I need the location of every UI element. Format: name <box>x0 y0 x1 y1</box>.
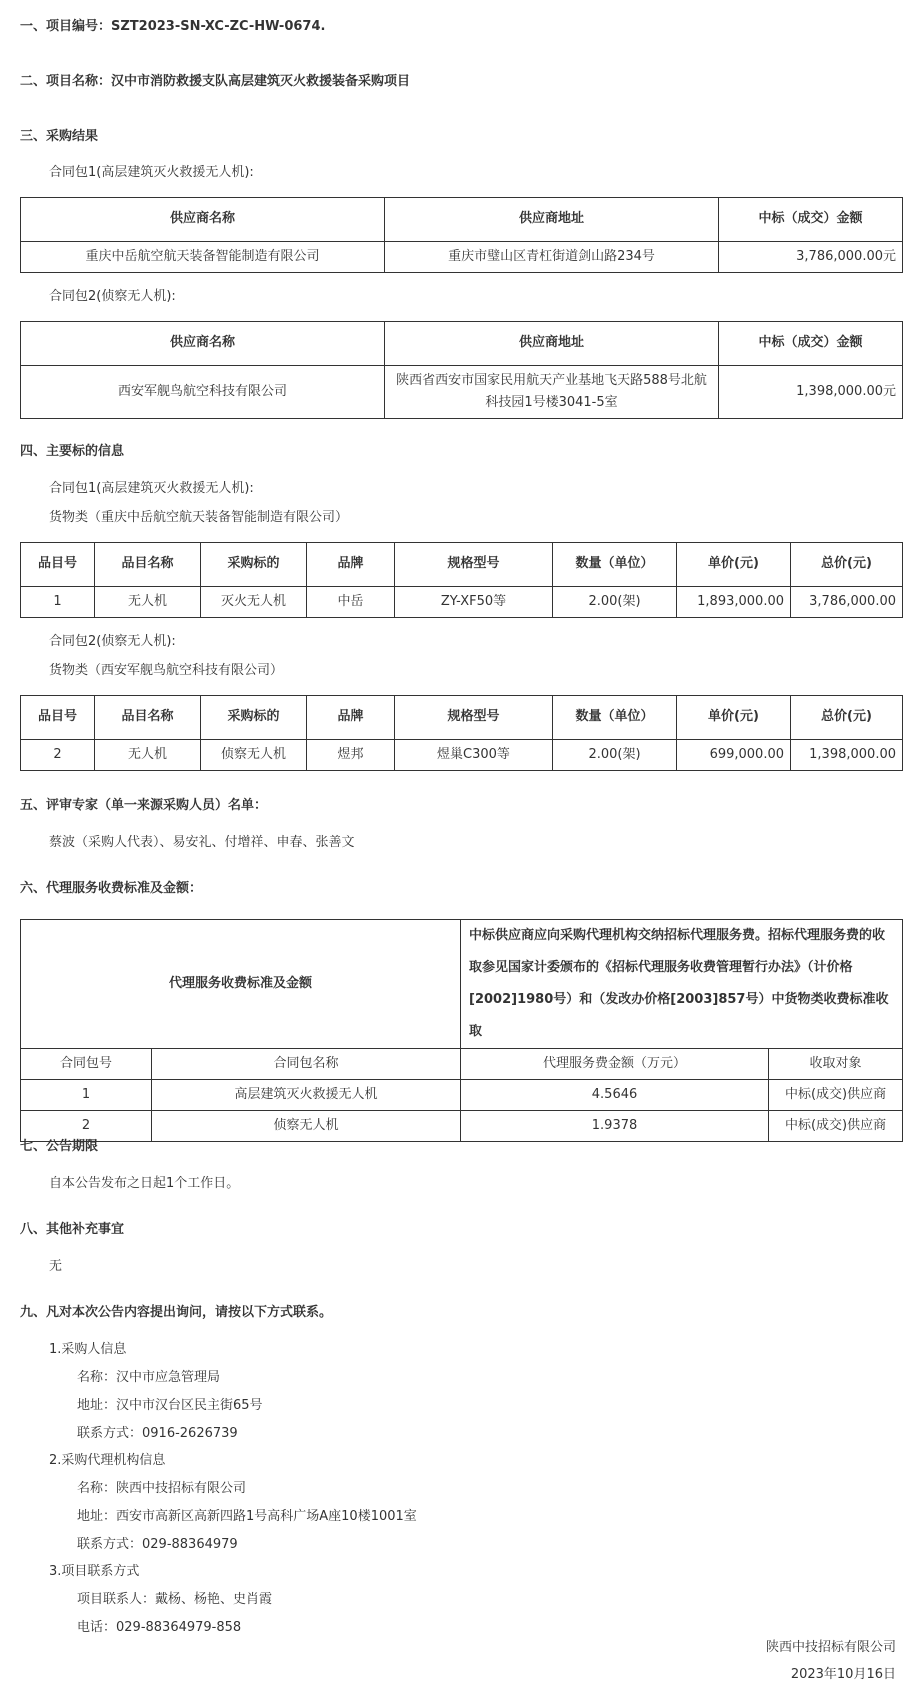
table-row <box>21 740 903 771</box>
agency-info-title: 2.采购代理机构信息 <box>49 1453 166 1468</box>
payer: 中标(成交)供应商 <box>769 1111 903 1142</box>
project-name-value: 汉中市消防救援支队高层建筑灭火救援装备采购项目 <box>111 74 411 89</box>
brand: 煜邦 <box>307 740 395 771</box>
col-header-brand: 品牌 <box>307 696 395 740</box>
supplier-name: 重庆中岳航空航天装备智能制造有限公司 <box>21 242 385 273</box>
table-row <box>21 587 903 618</box>
subject: 灭火无人机 <box>201 587 307 618</box>
section-title-notice-period: 七、公告期限 <box>20 1139 99 1154</box>
col-header-supplier-name: 供应商名称 <box>21 322 385 366</box>
agency-name: 名称：陕西中技招标有限公司 <box>77 1481 247 1496</box>
table-row <box>21 1111 903 1142</box>
project-number-value: SZT2023-SN-XC-ZC-HW-0674. <box>111 19 326 34</box>
col-header-brand: 品牌 <box>307 543 395 587</box>
col-header-item-name: 品目名称 <box>95 696 201 740</box>
quantity: 2.00(架) <box>553 740 677 771</box>
col-header-subject: 采购标的 <box>201 696 307 740</box>
project-contact-title: 3.项目联系方式 <box>49 1564 140 1579</box>
agency-phone: 联系方式：029-88364979 <box>77 1537 238 1552</box>
col-header-model: 规格型号 <box>395 696 553 740</box>
goods-category-1: 货物类（重庆中岳航空航天装备智能制造有限公司） <box>49 510 349 525</box>
col-header-award-amount: 中标（成交）金额 <box>719 322 903 366</box>
package-no: 1 <box>21 1080 152 1111</box>
fee-standard-note: 中标供应商应向采购代理机构交纳招标代理服务费。招标代理服务费的收取参见国家计委颁布的《招标代理服务收费管理暂行办法》（计价格[2002]1980号）和（发改办价格[2003]857号）中货物类收费标准收取 <box>461 920 903 1049</box>
col-header-item-no: 品目号 <box>21 543 95 587</box>
col-header-award-amount: 中标（成交）金额 <box>719 198 903 242</box>
section-title-contact: 九、凡对本次公告内容提出询问，请按以下方式联系。 <box>20 1305 333 1320</box>
fee-standard-label: 代理服务收费标准及金额 <box>21 920 461 1049</box>
col-header-model: 规格型号 <box>395 543 553 587</box>
model: ZY-XF50等 <box>395 587 553 618</box>
purchaser-info-title: 1.采购人信息 <box>49 1342 127 1357</box>
col-header-package-no: 合同包号 <box>21 1049 152 1080</box>
col-header-quantity: 数量（单位） <box>553 696 677 740</box>
col-header-supplier-name: 供应商名称 <box>21 198 385 242</box>
item-name: 无人机 <box>95 587 201 618</box>
project-name <box>20 74 410 90</box>
package1-label: 合同包1(高层建筑灭火救援无人机): <box>49 481 254 496</box>
purchaser-name: 名称：汉中市应急管理局 <box>77 1370 221 1385</box>
quantity: 2.00(架) <box>553 587 677 618</box>
footer-date: 2023年10月16日 <box>790 1667 896 1682</box>
package-no: 2 <box>21 1111 152 1142</box>
award-amount: 1,398,000.00元 <box>719 366 903 419</box>
col-header-payer: 收取对象 <box>769 1049 903 1080</box>
items-table-package2 <box>20 695 903 771</box>
col-header-quantity: 数量（单位） <box>553 543 677 587</box>
col-header-total-price: 总价(元) <box>791 543 903 587</box>
package-name: 侦察无人机 <box>152 1111 461 1142</box>
col-header-package-name: 合同包名称 <box>152 1049 461 1080</box>
table-row <box>21 1080 903 1111</box>
footer-organization: 陕西中技招标有限公司 <box>765 1640 896 1655</box>
table-row <box>21 366 903 419</box>
section-title-main-items: 四、主要标的信息 <box>20 444 125 459</box>
model: 煜巢C300等 <box>395 740 553 771</box>
total-price: 1,398,000.00 <box>791 740 903 771</box>
unit-price: 1,893,000.00 <box>677 587 791 618</box>
package2-label: 合同包2(侦察无人机): <box>49 634 176 649</box>
fee-amount: 1.9378 <box>461 1111 769 1142</box>
project-contact-people: 项目联系人：戴杨、杨艳、史肖霞 <box>77 1592 273 1607</box>
goods-category-2: 货物类（西安军舰鸟航空科技有限公司） <box>49 663 284 678</box>
item-no: 1 <box>21 587 95 618</box>
package2-label: 合同包2(侦察无人机): <box>49 289 176 304</box>
unit-price: 699,000.00 <box>677 740 791 771</box>
section-title-results: 三、采购结果 <box>20 129 99 144</box>
fee-amount: 4.5646 <box>461 1080 769 1111</box>
col-header-fee-amount: 代理服务费金额（万元） <box>461 1049 769 1080</box>
item-name: 无人机 <box>95 740 201 771</box>
project-number <box>20 19 325 35</box>
experts-list: 蔡波（采购人代表）、易安礼、付增祥、申春、张善文 <box>49 835 355 850</box>
results-table-package1 <box>20 197 903 273</box>
section-title-agency-fee: 六、代理服务收费标准及金额： <box>20 881 203 896</box>
col-header-subject: 采购标的 <box>201 543 307 587</box>
table-row <box>21 242 903 273</box>
brand: 中岳 <box>307 587 395 618</box>
col-header-item-name: 品目名称 <box>95 543 201 587</box>
section-title-experts: 五、评审专家（单一来源采购人员）名单： <box>20 798 268 813</box>
purchaser-phone: 联系方式：0916-2626739 <box>77 1426 238 1441</box>
col-header-supplier-address: 供应商地址 <box>385 322 719 366</box>
supplier-name: 西安军舰鸟航空科技有限公司 <box>21 366 385 419</box>
supplier-address: 陕西省西安市国家民用航天产业基地飞天路588号北航科技园1号楼3041-5室 <box>385 366 719 419</box>
items-table-package1 <box>20 542 903 618</box>
col-header-item-no: 品目号 <box>21 696 95 740</box>
col-header-unit-price: 单价(元) <box>677 696 791 740</box>
package-name: 高层建筑灭火救援无人机 <box>152 1080 461 1111</box>
col-header-total-price: 总价(元) <box>791 696 903 740</box>
item-no: 2 <box>21 740 95 771</box>
award-amount: 3,786,000.00元 <box>719 242 903 273</box>
section-title-other-matters: 八、其他补充事宜 <box>20 1222 125 1237</box>
supplier-address: 重庆市璧山区青杠街道剑山路234号 <box>385 242 719 273</box>
total-price: 3,786,000.00 <box>791 587 903 618</box>
col-header-unit-price: 单价(元) <box>677 543 791 587</box>
package1-label: 合同包1(高层建筑灭火救援无人机): <box>49 165 254 180</box>
other-matters-text: 无 <box>49 1259 63 1274</box>
col-header-supplier-address: 供应商地址 <box>385 198 719 242</box>
agency-address: 地址：西安市高新区高新四路1号高科广场A座10楼1001室 <box>77 1509 417 1524</box>
purchaser-address: 地址：汉中市汉台区民主街65号 <box>77 1398 263 1413</box>
agency-fee-table <box>20 919 903 1142</box>
results-table-package2 <box>20 321 903 419</box>
subject: 侦察无人机 <box>201 740 307 771</box>
project-contact-phone: 电话：029-88364979-858 <box>77 1620 242 1635</box>
notice-period-text: 自本公告发布之日起1个工作日。 <box>49 1176 240 1191</box>
project-number-label: 一、项目编号： <box>20 19 112 34</box>
project-name-label: 二、项目名称： <box>20 74 112 89</box>
payer: 中标(成交)供应商 <box>769 1080 903 1111</box>
